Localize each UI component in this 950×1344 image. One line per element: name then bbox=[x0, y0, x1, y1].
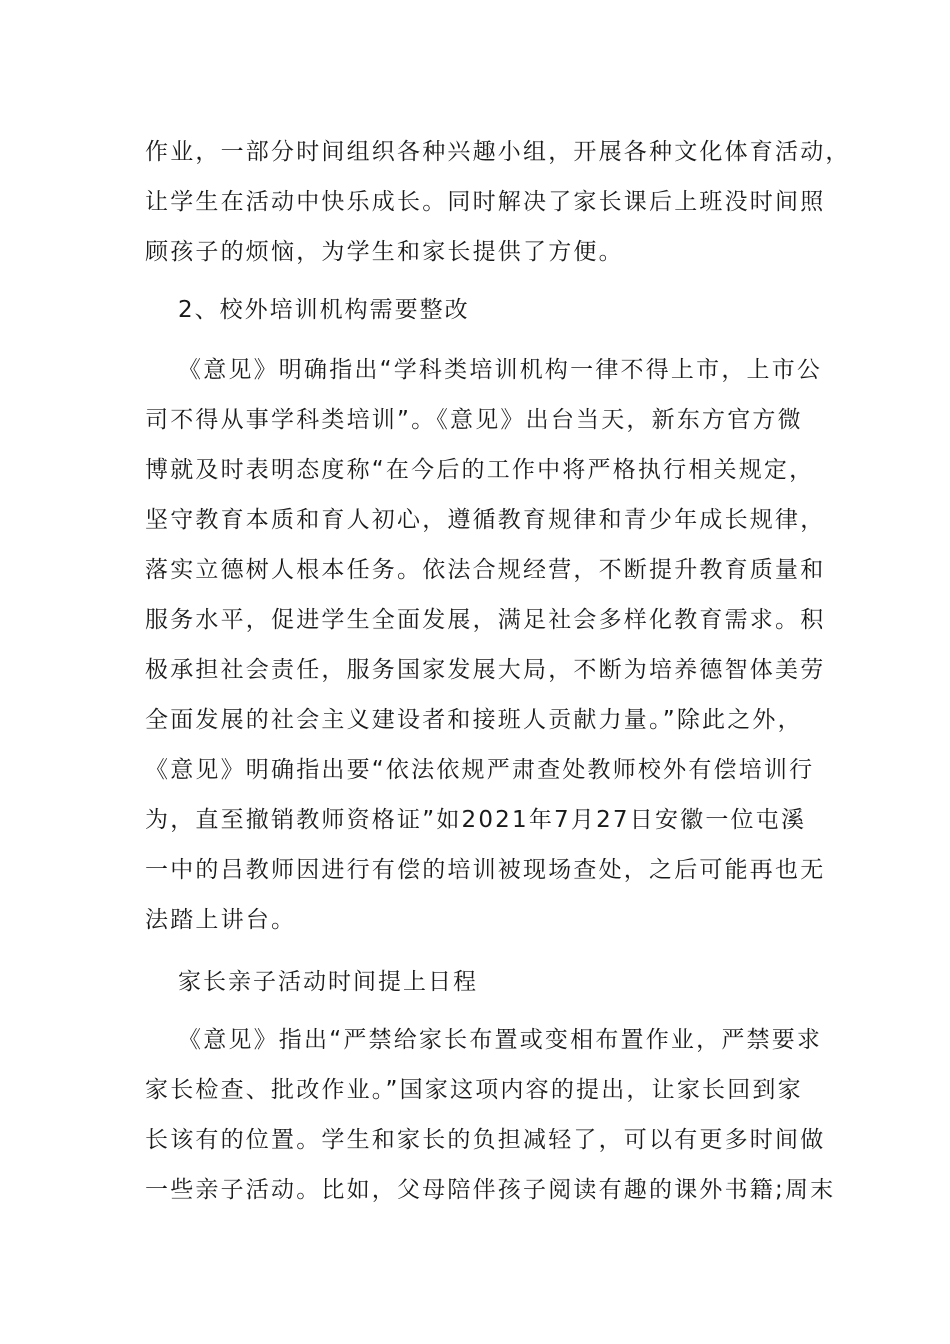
paragraph-2-line-2: 司不得从事学科类培训”。《意见》出台当天，新东方官方微 bbox=[145, 407, 803, 433]
paragraph-2-line-8: 全面发展的社会主义建设者和接班人贡献力量。”除此之外， bbox=[145, 707, 803, 733]
paragraph-2-line-11: 一中的吕教师因进行有偿的培训被现场查处，之后可能再也无 bbox=[145, 857, 826, 883]
paragraph-3-line-1: 《意见》指出“严禁给家长布置或变相布置作业，严禁要求 bbox=[178, 1027, 823, 1053]
paragraph-2-line-3: 博就及时表明态度称“在今后的工作中将严格执行相关规定， bbox=[145, 457, 815, 483]
paragraph-2-line-5: 落实立德树人根本任务。依法合规经营，不断提升教育质量和 bbox=[145, 557, 826, 583]
paragraph-3-line-4: 一些亲子活动。比如，父母陪伴孩子阅读有趣的课外书籍;周末 bbox=[145, 1177, 836, 1203]
section-heading-2: 2、校外培训机构需要整改 bbox=[178, 297, 470, 323]
paragraph-1-line-3: 顾孩子的烦恼，为学生和家长提供了方便。 bbox=[145, 239, 624, 265]
paragraph-3-line-2: 家长检查、批改作业。”国家这项内容的提出，让家长回到家 bbox=[145, 1077, 803, 1103]
paragraph-2-line-12: 法踏上讲台。 bbox=[145, 907, 297, 933]
section-heading-3: 家长亲子活动时间提上日程 bbox=[178, 969, 478, 995]
paragraph-1-line-2: 让学生在活动中快乐成长。同时解决了家长课后上班没时间照 bbox=[145, 189, 826, 215]
paragraph-2-line-10: 为，直至撤销教师资格证”如2021年7月27日安徽一位屯溪 bbox=[145, 807, 807, 833]
paragraph-2-line-7: 极承担社会责任，服务国家发展大局，不断为培养德智体美劳 bbox=[145, 657, 826, 683]
paragraph-2-line-1: 《意见》明确指出“学科类培训机构一律不得上市，上市公 bbox=[178, 357, 823, 383]
paragraph-3-line-3: 长该有的位置。学生和家长的负担减轻了，可以有更多时间做 bbox=[145, 1127, 826, 1153]
paragraph-2-line-9: 《意见》明确指出要“依法依规严肃查处教师校外有偿培训行 bbox=[145, 757, 815, 783]
paragraph-2-line-4: 坚守教育本质和育人初心，遵循教育规律和青少年成长规律， bbox=[145, 507, 826, 533]
paragraph-1-line-1: 作业，一部分时间组织各种兴趣小组，开展各种文化体育活动， bbox=[145, 139, 851, 165]
paragraph-2-line-6: 服务水平，促进学生全面发展，满足社会多样化教育需求。积 bbox=[145, 607, 826, 633]
